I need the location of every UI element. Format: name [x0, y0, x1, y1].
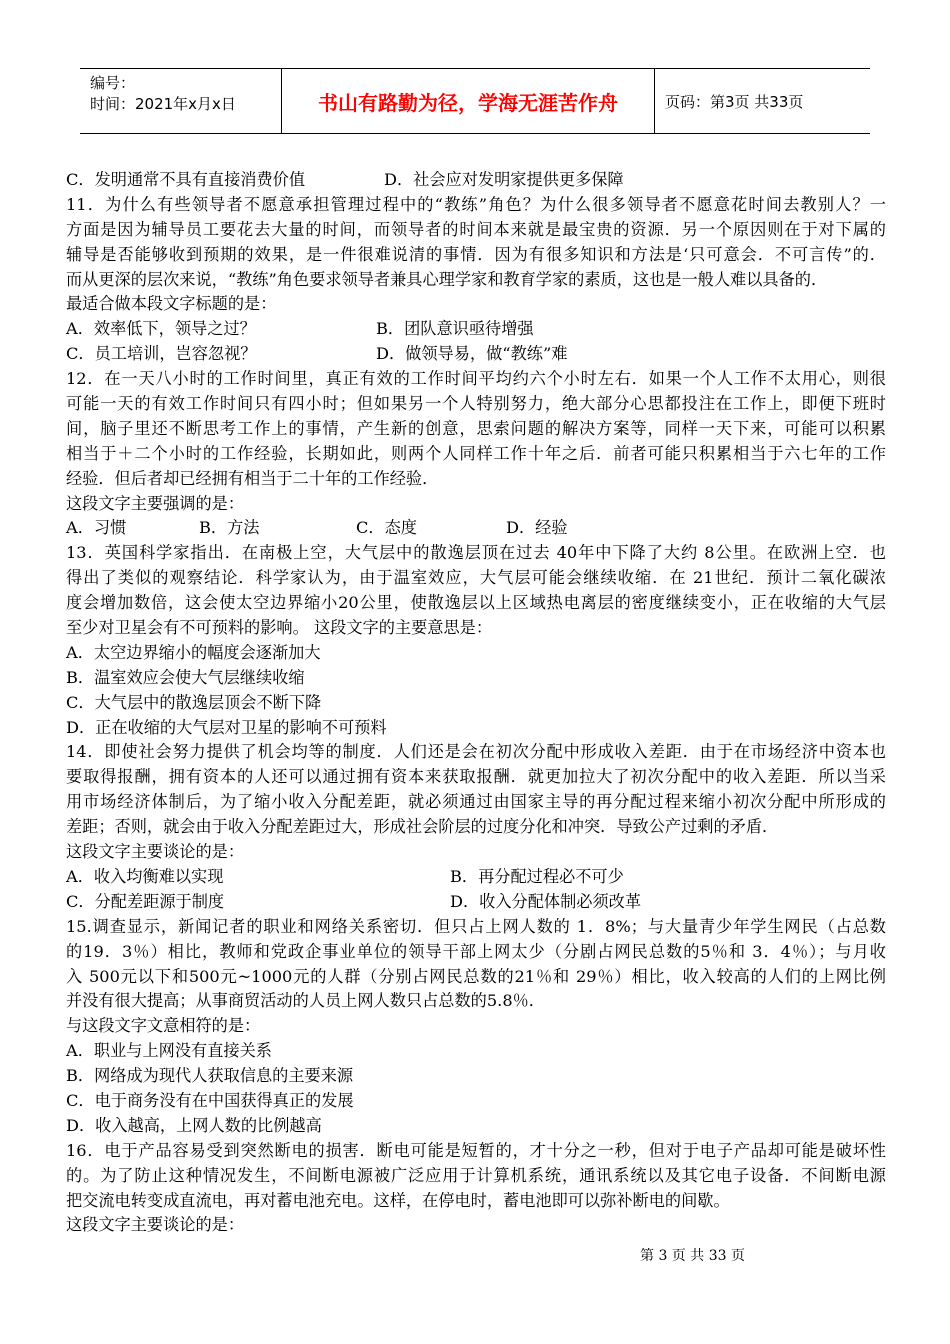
text-line: A．职业与上网没有直接关系	[66, 1041, 272, 1061]
text-line: 这段文字主要谈论的是：	[66, 1215, 245, 1235]
text-line: 辅导是否能够收到预期的效果，是一件很难说清的事情．因为有很多知识和方法是‘只可意会．不可言传”的．	[66, 244, 886, 264]
text-line: 并没有很大提高；从事商贸活动的人员上网人数只占总数的5.8％．	[66, 991, 545, 1011]
text-line: 的19．3％）相比，教师和党政企事业单位的领导干部上网太少（分剧占网民总数的5％和 3．4％）；与月收	[66, 941, 886, 961]
text-line: 14．即使社会努力提供了机会均等的制度．人们还是会在初次分配中形成收入差距．由于在市场经济中资本也	[66, 742, 886, 762]
answer-option: C．分配差距源于制度	[66, 891, 225, 911]
answer-option: C．员工培训，岂容忽视？	[66, 344, 257, 364]
text-line: B．网络成为现代人获取信息的主要来源	[66, 1066, 354, 1086]
header-number: 编号：	[90, 74, 136, 92]
text-line: D．正在收缩的大气层对卫星的影响不可预料	[66, 717, 387, 737]
document-body	[66, 168, 886, 1238]
text-line: 要取得报酬，拥有资本的人还可以通过拥有资本来获取报酬．就更加拉大了初次分配中的收入差距．所以当采	[66, 767, 886, 787]
text-line: 15.调查显示，新闻记者的职业和网络关系密切．但只占上网人数的 1．8%；与大量青少年学生网民（占总数	[66, 916, 886, 936]
answer-options-row	[66, 516, 886, 541]
text-line: B．温室效应会使大气层继续收缩	[66, 667, 305, 687]
answer-options-row	[66, 342, 886, 367]
text-line: A．太空边界缩小的幅度会逐渐加大	[66, 642, 321, 662]
answer-option: B．团队意识亟待增强	[376, 319, 534, 339]
text-line: 这段文字主要谈论的是：	[66, 842, 245, 862]
answer-option: B．再分配过程必不可少	[450, 866, 624, 886]
text-line: 用市场经济体制后，为了缩小收入分配差距，就必须通过由国家主导的再分配过程来缩小初次分配中所形成的	[66, 792, 886, 812]
text-line: 的。为了防止这种情况发生，不间断电源被广泛应用于计算机系统，通讯系统以及其它电子设备．不间断电源	[66, 1165, 886, 1185]
answer-option: A．收入均衡难以实现	[66, 866, 224, 886]
text-line: 与这段文字文意相符的是：	[66, 1016, 261, 1036]
text-line: 方面是因为辅导员工要花去大量的时间，而领导者的时间本来就是最宝贵的资源．另一个原因则在于对下属的	[66, 219, 886, 239]
text-line: 13．英国科学家指出．在南极上空，大气层中的散逸层顶在过去 40年中下降了大约 8公里。在欧洲上空．也	[66, 543, 886, 563]
text-line: 得出了类似的观察结论．科学家认为，由于温室效应，大气层可能会继续收缩．在 21世纪．预计二氧化碳浓	[66, 568, 886, 588]
text-line: 而从更深的层次来说，“教练”角色要求领导者兼具心理学家和教育学家的素质，这也是一般人难以具备的．	[66, 269, 828, 289]
text-line: 16．电于产品容易受到突然断电的损害．断电可能是短暂的，才十分之一秒，但对于电子产品却可能是破坏性	[66, 1140, 886, 1160]
text-line: 相当于＋二个小时的工作经验，长期如此，则两个人同样工作十年之后．前者可能只积累相当于六七年的工作	[66, 443, 886, 463]
text-line: 度会增加数倍，这会使太空边界缩小20公里，使散逸层以上区域热电离层的密度继续变小，正在收缩的大气层	[66, 593, 886, 613]
text-line: 这段文字主要强调的是：	[66, 493, 245, 513]
text-line: 间，脑子里还不断思考工作上的事情，产生新的创意，思索问题的解决方案等，同样一天下来，可能可以积累	[66, 418, 886, 438]
text-line: C．大气层中的散逸层顶会不断下降	[66, 692, 322, 712]
header-time: 时间：2021年x月x日	[90, 95, 236, 113]
header-motto: 书山有路勤为径，学海无涯苦作舟	[282, 69, 655, 133]
text-line: 11．为什么有些领导者不愿意承担管理过程中的“教练”角色？为什么很多领导者不愿意花时间去教别人？一	[66, 194, 886, 214]
text-line: 最适合做本段文字标题的是：	[66, 294, 277, 314]
text-line: 至少对卫星会有不可预料的影响。 这段文字的主要意思是：	[66, 618, 493, 638]
answer-option: C．发明通常不具有直接消费价值	[66, 170, 306, 189]
text-line: C．电于商务没有在中国获得真正的发展	[66, 1090, 354, 1110]
answer-option: D．社会应对发明家提供更多保障	[384, 170, 624, 189]
answer-option: A．习惯	[66, 518, 127, 538]
answer-option: D．收入分配体制必须改革	[450, 891, 642, 911]
page-footer: 第 3 页 共 33 页	[640, 1248, 745, 1264]
answer-options-row	[66, 168, 886, 193]
text-line: 把交流电转变成直流电，再对蓄电池充电。这样，在停电时，蓄电池即可以弥补断电的间歇。	[66, 1190, 730, 1210]
answer-option: A．效率低下，领导之过？	[66, 319, 256, 339]
answer-option: B．方法	[199, 518, 260, 538]
text-line: 12．在一天八小时的工作时间里，真正有效的工作时间平均约六个小时左右．如果一个人工作不太用心，则很	[66, 369, 886, 389]
answer-options-row	[66, 890, 886, 915]
answer-options-row	[66, 865, 886, 890]
answer-option: C．态度	[356, 518, 417, 538]
header-page-number: 页码：第3页 共33页	[665, 92, 804, 111]
answer-options-row	[66, 317, 886, 342]
text-line: 经验．但后者却已经拥有相当于二十年的工作经验．	[66, 468, 439, 488]
page-header	[80, 68, 870, 134]
text-line: 可能一天的有效工作时间只有四小时；但如果另一个人特别努力，绝大部分心思都投注在工作上，即便下班时	[66, 394, 886, 414]
answer-option: D．经验	[506, 518, 568, 538]
text-line: 入 500元以下和500元~1000元的人群（分别占网民总数的21％和 29％）相比，收入较高的人们的上网比例	[66, 966, 886, 986]
text-line: 差距；否则，就会由于收入分配差距过大，形成社会阶层的过度分化和冲突．导致公产过剩的矛盾．	[66, 817, 779, 837]
answer-option: D．做领导易，做“教练”难	[376, 344, 568, 364]
header-meta	[80, 69, 282, 133]
text-line: D．收入越高，上网人数的比例越高	[66, 1115, 322, 1135]
